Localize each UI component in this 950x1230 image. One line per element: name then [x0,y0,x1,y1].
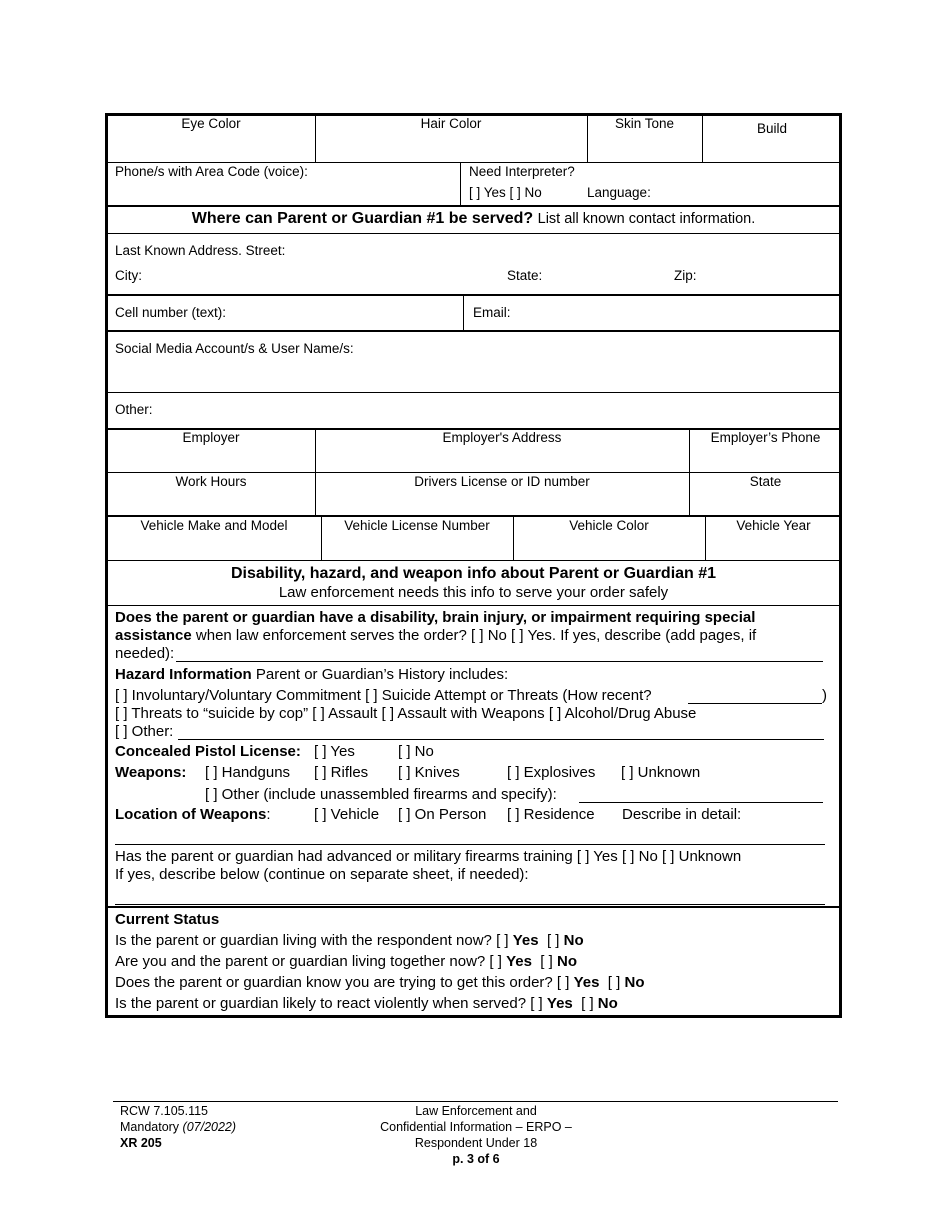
hazard-line-1-close: ) [822,687,827,704]
row-divider [105,472,842,473]
footer-rcw: RCW 7.105.115 [120,1104,209,1118]
hazard-heading: Disability, hazard, and weapon info about Parent or Guardian #1 [230,565,717,582]
weapon-handguns[interactable]: [ ] Handguns [205,764,291,781]
vehicle-color-label: Vehicle Color [569,518,649,533]
state-label: State: [507,268,543,283]
employer-label: Employer [182,430,240,445]
vehicle-make-label: Vehicle Make and Model [140,518,288,533]
cell-label: Cell number (text): [115,305,227,320]
row-divider [105,330,842,332]
phone-label: Phone/s with Area Code (voice): [115,164,308,179]
hazard-info [115,666,508,684]
email-label: Email: [473,305,511,320]
disability-question-cont [115,627,756,645]
weapon-knives[interactable]: [ ] Knives [398,764,460,781]
disability-describe-line[interactable] [176,661,823,662]
hazard-info-bold: Hazard Information [115,666,252,683]
row-divider [105,560,842,561]
pistol-label: Concealed Pistol License: [115,743,301,760]
weapon-rifles[interactable]: [ ] Rifles [314,764,369,781]
location-colon: : [266,806,271,823]
city-label: City: [115,268,142,283]
status-q1[interactable]: Is the parent or guardian living with the respondent now? [ ] Yes [ ] No [115,932,584,949]
current-status-title: Current Status [115,911,220,928]
language-label: Language: [587,185,651,200]
status-q3[interactable]: Does the parent or guardian know you are trying to get this order? [ ] Yes [ ] No [115,974,645,991]
street-label: Last Known Address. Street: [115,243,286,258]
location-person[interactable]: [ ] On Person [398,806,487,823]
work-hours-label: Work Hours [175,474,247,489]
location-label: Location of Weapons [115,806,267,823]
hazard-line-1[interactable]: [ ] Involuntary/Voluntary Commitment [ ] Suicide Attempt or Threats (How recent? [115,687,652,704]
status-q2[interactable]: Are you and the parent or guardian living together now? [ ] Yes [ ] No [115,953,577,970]
skin-tone-label: Skin Tone [614,116,675,131]
pistol-yes[interactable]: [ ] Yes [314,743,355,760]
hazard-other-line[interactable] [178,739,824,740]
disability-needed-label: needed): [115,645,175,662]
training-question[interactable]: Has the parent or guardian had advanced or military firearms training [ ] Yes [ ] No [ ] Unknown [115,848,742,865]
row-divider [105,233,842,234]
need-interpreter-label: Need Interpreter? [469,164,575,179]
disability-options[interactable]: when law enforcement serves the order? [ ] No [ ] Yes. If yes, describe (add pages, if [191,627,757,644]
disability-assistance: assistance [115,627,192,644]
status-q4[interactable]: Is the parent or guardian likely to react violently when served? [ ] Yes [ ] No [115,995,618,1012]
training-describe-line[interactable] [115,904,825,905]
row-divider [105,392,842,393]
footer-form-number: XR 205 [120,1136,162,1150]
footer-title-1: Law Enforcement and [415,1104,537,1118]
hazard-line-2[interactable]: [ ] Threats to “suicide by cop” [ ] Assault [ ] Assault with Weapons [ ] Alcohol/Drug Abuse [115,705,697,722]
hazard-subheading: Law enforcement needs this info to serve your order safely [278,584,669,601]
other-label: Other: [115,402,153,417]
employer-address-label: Employer's Address [442,430,562,445]
build-label: Build [756,121,788,136]
hazard-info-text: Parent or Guardian’s History includes: [251,666,509,683]
served-heading-bold: Where can Parent or Guardian #1 be served? [191,210,534,227]
row-divider [105,294,842,296]
license-state-label: State [749,474,782,489]
vehicle-year-label: Vehicle Year [736,518,811,533]
footer-mandatory: Mandatory (07/2022) [120,1120,237,1134]
employer-phone-label: Employer’s Phone [710,430,821,445]
zip-label: Zip: [674,268,697,283]
weapon-other-line[interactable] [579,802,823,803]
row-divider [105,515,842,517]
eye-color-label: Eye Color [181,116,241,131]
served-heading-note: List all known contact information. [537,211,756,227]
row-divider [105,205,842,207]
footer-title-3: Respondent Under 18 [414,1136,538,1150]
hazard-other[interactable]: [ ] Other: [115,723,174,740]
footer-title-2: Confidential Information – ERPO – [380,1120,572,1134]
location-describe-line[interactable] [115,844,825,845]
row-divider [105,906,842,908]
interpreter-yes-no[interactable]: [ ] Yes [ ] No [469,185,542,200]
hair-color-label: Hair Color [420,116,482,131]
divider [463,295,464,330]
divider [460,163,461,206]
social-media-label: Social Media Account/s & User Name/s: [115,341,354,356]
footer-page-number: p. 3 of 6 [452,1152,500,1166]
location-residence[interactable]: [ ] Residence [507,806,595,823]
weapon-unknown[interactable]: [ ] Unknown [621,764,701,781]
disability-question: Does the parent or guardian have a disability, brain injury, or impairment requiring special [115,609,756,626]
row-divider [105,162,842,163]
location-describe: Describe in detail: [622,806,742,823]
row-divider [105,605,842,606]
weapons-label: Weapons: [115,764,187,781]
footer-rule [113,1101,838,1102]
weapon-explosives[interactable]: [ ] Explosives [507,764,596,781]
how-recent-line[interactable] [688,703,822,704]
vehicle-license-label: Vehicle License Number [344,518,490,533]
location-label-wrap [115,806,271,824]
training-describe: If yes, describe below (continue on separate sheet, if needed): [115,866,529,883]
served-heading [105,210,842,228]
drivers-license-label: Drivers License or ID number [414,474,590,489]
pistol-no[interactable]: [ ] No [398,743,434,760]
location-vehicle[interactable]: [ ] Vehicle [314,806,380,823]
weapon-other[interactable]: [ ] Other (include unassembled firearms and specify): [205,786,557,803]
